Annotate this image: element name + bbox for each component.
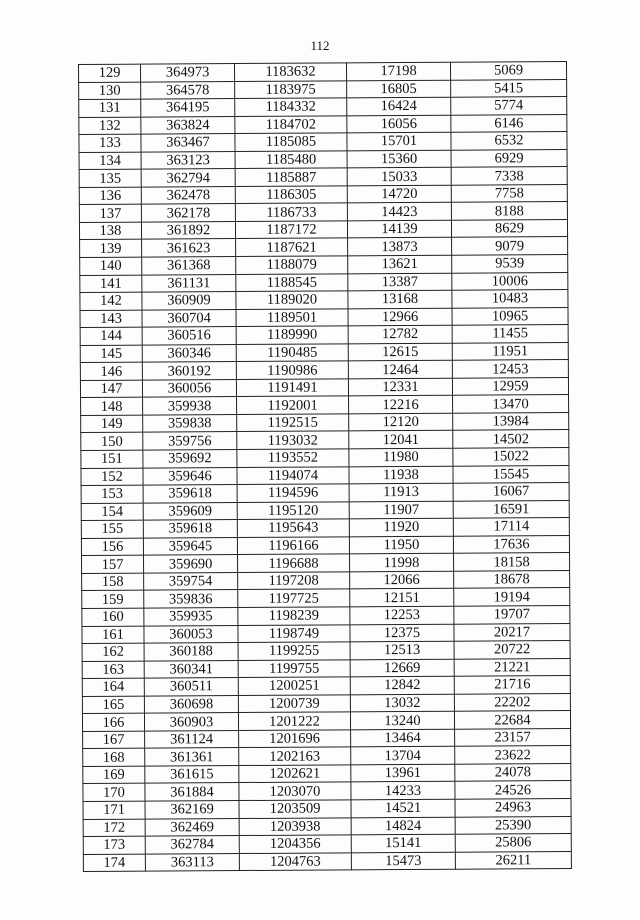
- value-a-cell: 360346: [142, 344, 236, 362]
- value-b-cell: 1187621: [236, 238, 348, 256]
- value-a-cell: 363123: [141, 151, 235, 169]
- row-index-cell: 171: [83, 801, 145, 819]
- value-a-cell: 364578: [141, 81, 235, 99]
- row-index-cell: 170: [83, 784, 145, 802]
- value-b-cell: 1197725: [238, 589, 350, 607]
- value-d-cell: 20217: [454, 623, 570, 641]
- value-d-cell: 19707: [454, 605, 570, 623]
- value-a-cell: 359646: [143, 467, 237, 485]
- value-b-cell: 1195643: [237, 519, 349, 537]
- value-c-cell: 12513: [350, 641, 454, 659]
- value-d-cell: 15545: [453, 465, 569, 483]
- value-b-cell: 1201222: [238, 712, 350, 730]
- value-c-cell: 11913: [349, 483, 453, 501]
- value-b-cell: 1202163: [239, 747, 351, 765]
- value-c-cell: 12120: [349, 413, 453, 431]
- value-c-cell: 12041: [349, 431, 453, 449]
- row-index-cell: 139: [80, 240, 142, 258]
- row-index-cell: 134: [79, 152, 141, 170]
- value-c-cell: 11998: [349, 554, 453, 572]
- value-d-cell: 11455: [452, 325, 568, 343]
- row-index-cell: 131: [79, 99, 141, 117]
- value-b-cell: 1185085: [235, 133, 347, 151]
- row-index-cell: 155: [81, 520, 143, 538]
- value-b-cell: 1198239: [238, 607, 350, 625]
- value-a-cell: 359938: [143, 397, 237, 415]
- value-b-cell: 1184332: [235, 98, 347, 116]
- value-c-cell: 14824: [351, 817, 455, 835]
- row-index-cell: 168: [83, 748, 145, 766]
- row-index-cell: 135: [79, 169, 141, 187]
- value-a-cell: 360341: [144, 660, 238, 678]
- value-b-cell: 1200739: [238, 695, 350, 713]
- row-index-cell: 162: [82, 643, 144, 661]
- value-c-cell: 12842: [350, 676, 454, 694]
- row-index-cell: 142: [80, 292, 142, 310]
- value-a-cell: 360909: [142, 292, 236, 310]
- value-c-cell: 13961: [351, 764, 455, 782]
- value-b-cell: 1188545: [236, 273, 348, 291]
- value-a-cell: 361131: [142, 274, 236, 292]
- value-a-cell: 363824: [141, 116, 235, 134]
- value-a-cell: 359935: [144, 607, 238, 625]
- row-index-cell: 152: [81, 468, 143, 486]
- row-index-cell: 159: [82, 591, 144, 609]
- value-a-cell: 362784: [145, 836, 239, 854]
- row-index-cell: 146: [80, 362, 142, 380]
- table-body: [79, 62, 572, 872]
- row-index-cell: 147: [80, 380, 142, 398]
- row-index-cell: 166: [82, 713, 144, 731]
- value-b-cell: 1198749: [238, 624, 350, 642]
- value-c-cell: 12216: [349, 396, 453, 414]
- row-index-cell: 132: [79, 117, 141, 135]
- value-c-cell: 11920: [349, 518, 453, 536]
- value-c-cell: 13032: [350, 694, 454, 712]
- value-b-cell: 1186305: [235, 186, 347, 204]
- value-c-cell: 15141: [351, 834, 455, 852]
- value-d-cell: 23157: [455, 728, 571, 746]
- data-table: [78, 61, 572, 872]
- value-a-cell: 361124: [145, 730, 239, 748]
- value-a-cell: 359756: [143, 432, 237, 450]
- value-d-cell: 22684: [454, 711, 570, 729]
- row-index-cell: 172: [83, 819, 145, 837]
- value-c-cell: 13168: [348, 290, 452, 308]
- row-index-cell: 156: [81, 538, 143, 556]
- row-index-cell: 141: [80, 275, 142, 293]
- value-c-cell: 15473: [351, 852, 455, 870]
- value-c-cell: 11938: [349, 466, 453, 484]
- value-c-cell: 14233: [351, 782, 455, 800]
- value-c-cell: 12375: [350, 624, 454, 642]
- value-d-cell: 15022: [453, 448, 569, 466]
- row-index-cell: 140: [80, 257, 142, 275]
- value-c-cell: 17198: [346, 62, 450, 80]
- value-b-cell: 1190986: [236, 361, 348, 379]
- value-a-cell: 359838: [143, 414, 237, 432]
- value-c-cell: 12464: [348, 361, 452, 379]
- value-a-cell: 361368: [142, 257, 236, 275]
- value-b-cell: 1189020: [236, 291, 348, 309]
- row-index-cell: 143: [80, 310, 142, 328]
- value-a-cell: 364195: [141, 99, 235, 117]
- value-b-cell: 1195120: [237, 502, 349, 520]
- value-b-cell: 1204763: [239, 852, 351, 870]
- value-d-cell: 9539: [452, 255, 568, 273]
- row-index-cell: 173: [83, 836, 145, 854]
- value-c-cell: 12782: [348, 325, 452, 343]
- value-b-cell: 1204356: [239, 835, 351, 853]
- value-a-cell: 362178: [141, 204, 235, 222]
- value-b-cell: 1201696: [239, 730, 351, 748]
- value-a-cell: 359690: [144, 555, 238, 573]
- row-index-cell: 174: [83, 854, 145, 872]
- value-d-cell: 18678: [454, 570, 570, 588]
- value-b-cell: 1185480: [235, 151, 347, 169]
- value-d-cell: 10965: [452, 307, 568, 325]
- value-c-cell: 16056: [347, 115, 451, 133]
- value-d-cell: 18158: [453, 553, 569, 571]
- value-a-cell: 362478: [141, 186, 235, 204]
- value-a-cell: 363467: [141, 134, 235, 152]
- value-a-cell: 359618: [143, 520, 237, 538]
- value-c-cell: 12066: [350, 571, 454, 589]
- value-c-cell: 14521: [351, 799, 455, 817]
- value-b-cell: 1192515: [237, 414, 349, 432]
- value-c-cell: 12615: [348, 343, 452, 361]
- value-a-cell: 360188: [144, 643, 238, 661]
- value-d-cell: 25806: [455, 834, 571, 852]
- row-index-cell: 157: [82, 555, 144, 573]
- row-index-cell: 138: [79, 222, 141, 240]
- row-index-cell: 165: [82, 696, 144, 714]
- value-c-cell: 15033: [347, 168, 451, 186]
- row-index-cell: 158: [82, 573, 144, 591]
- row-index-cell: 163: [82, 661, 144, 679]
- value-a-cell: 360056: [142, 379, 236, 397]
- value-c-cell: 14423: [347, 203, 451, 221]
- value-d-cell: 11951: [452, 342, 568, 360]
- value-d-cell: 24078: [455, 763, 571, 781]
- value-d-cell: 5774: [451, 97, 567, 115]
- row-index-cell: 130: [79, 82, 141, 100]
- value-d-cell: 23622: [455, 746, 571, 764]
- value-d-cell: 8629: [451, 219, 567, 237]
- value-d-cell: 21716: [454, 676, 570, 694]
- row-index-cell: 137: [79, 204, 141, 222]
- value-a-cell: 362469: [145, 818, 239, 836]
- value-b-cell: 1203938: [239, 817, 351, 835]
- value-d-cell: 7758: [451, 184, 567, 202]
- value-c-cell: 14139: [347, 220, 451, 238]
- value-d-cell: 16067: [453, 483, 569, 501]
- value-d-cell: 14502: [453, 430, 569, 448]
- value-d-cell: 21221: [454, 658, 570, 676]
- row-index-cell: 169: [83, 766, 145, 784]
- value-c-cell: 13621: [348, 255, 452, 273]
- value-a-cell: 362169: [145, 800, 239, 818]
- value-d-cell: 24526: [455, 781, 571, 799]
- row-index-cell: 144: [80, 327, 142, 345]
- value-c-cell: 16805: [347, 80, 451, 98]
- value-c-cell: 13704: [351, 747, 455, 765]
- value-b-cell: 1193032: [237, 431, 349, 449]
- row-index-cell: 149: [81, 415, 143, 433]
- value-b-cell: 1199755: [238, 659, 350, 677]
- value-a-cell: 359754: [144, 572, 238, 590]
- value-c-cell: 12253: [350, 606, 454, 624]
- value-d-cell: 5415: [451, 79, 567, 97]
- value-c-cell: 16424: [347, 97, 451, 115]
- value-c-cell: 15360: [347, 150, 451, 168]
- value-a-cell: 359836: [144, 590, 238, 608]
- value-d-cell: 5069: [450, 62, 566, 80]
- value-d-cell: 10006: [452, 272, 568, 290]
- value-a-cell: 360053: [144, 625, 238, 643]
- value-b-cell: 1196688: [238, 554, 350, 572]
- value-a-cell: 359618: [143, 485, 237, 503]
- value-c-cell: 13240: [350, 711, 454, 729]
- value-d-cell: 6146: [451, 114, 567, 132]
- value-d-cell: 26211: [455, 851, 571, 869]
- value-d-cell: 13984: [453, 412, 569, 430]
- value-c-cell: 13387: [348, 273, 452, 291]
- value-b-cell: 1189501: [236, 309, 348, 327]
- value-c-cell: 12151: [350, 589, 454, 607]
- value-c-cell: 13873: [348, 238, 452, 256]
- value-b-cell: 1187172: [235, 221, 347, 239]
- row-index-cell: 129: [79, 64, 141, 82]
- value-b-cell: 1190485: [236, 344, 348, 362]
- value-c-cell: 11950: [349, 536, 453, 554]
- value-a-cell: 359645: [143, 537, 237, 555]
- value-d-cell: 25390: [455, 816, 571, 834]
- value-b-cell: 1184702: [235, 115, 347, 133]
- value-a-cell: 361884: [145, 783, 239, 801]
- value-a-cell: 359609: [143, 502, 237, 520]
- value-d-cell: 24963: [455, 798, 571, 816]
- value-c-cell: 13464: [351, 729, 455, 747]
- value-d-cell: 9079: [452, 237, 568, 255]
- value-b-cell: 1194596: [237, 484, 349, 502]
- value-d-cell: 16591: [453, 500, 569, 518]
- value-a-cell: 360698: [144, 695, 238, 713]
- value-b-cell: 1188079: [236, 256, 348, 274]
- value-d-cell: 7338: [451, 167, 567, 185]
- row-index-cell: 148: [81, 398, 143, 416]
- value-b-cell: 1202621: [239, 765, 351, 783]
- value-d-cell: 17114: [453, 518, 569, 536]
- value-c-cell: 11907: [349, 501, 453, 519]
- page-number: 112: [310, 38, 330, 53]
- value-d-cell: 19194: [454, 588, 570, 606]
- value-b-cell: 1183975: [235, 80, 347, 98]
- value-b-cell: 1203509: [239, 800, 351, 818]
- value-b-cell: 1197208: [238, 572, 350, 590]
- value-a-cell: 360704: [142, 309, 236, 327]
- value-c-cell: 15701: [347, 132, 451, 150]
- value-d-cell: 8188: [451, 202, 567, 220]
- value-b-cell: 1194074: [237, 466, 349, 484]
- value-a-cell: 360192: [142, 362, 236, 380]
- row-index-cell: 133: [79, 134, 141, 152]
- row-index-cell: 153: [81, 485, 143, 503]
- value-b-cell: 1185887: [235, 168, 347, 186]
- value-a-cell: 362794: [141, 169, 235, 187]
- value-d-cell: 10483: [452, 290, 568, 308]
- value-a-cell: 360516: [142, 327, 236, 345]
- value-a-cell: 361623: [142, 239, 236, 257]
- value-b-cell: 1186733: [235, 203, 347, 221]
- value-b-cell: 1199255: [238, 642, 350, 660]
- value-a-cell: 359692: [143, 450, 237, 468]
- row-index-cell: 151: [81, 450, 143, 468]
- value-b-cell: 1200251: [238, 677, 350, 695]
- value-b-cell: 1189990: [236, 326, 348, 344]
- row-index-cell: 150: [81, 433, 143, 451]
- value-d-cell: 12959: [452, 377, 568, 395]
- value-c-cell: 12331: [348, 378, 452, 396]
- row-index-cell: 164: [82, 678, 144, 696]
- value-a-cell: 364973: [141, 64, 235, 82]
- value-d-cell: 6532: [451, 132, 567, 150]
- value-c-cell: 11980: [349, 448, 453, 466]
- value-d-cell: 17636: [453, 535, 569, 553]
- table-row: [83, 851, 571, 872]
- value-d-cell: 20722: [454, 641, 570, 659]
- value-c-cell: 14720: [347, 185, 451, 203]
- row-index-cell: 154: [81, 503, 143, 521]
- value-c-cell: 12669: [350, 659, 454, 677]
- row-index-cell: 136: [79, 187, 141, 205]
- value-d-cell: 22202: [454, 693, 570, 711]
- value-a-cell: 361615: [145, 765, 239, 783]
- value-b-cell: 1192001: [237, 396, 349, 414]
- value-c-cell: 12966: [348, 308, 452, 326]
- value-a-cell: 361892: [141, 221, 235, 239]
- value-b-cell: 1183632: [235, 63, 347, 81]
- value-d-cell: 12453: [452, 360, 568, 378]
- value-a-cell: 360903: [144, 713, 238, 731]
- value-b-cell: 1196166: [237, 537, 349, 555]
- row-index-cell: 160: [82, 608, 144, 626]
- value-d-cell: 13470: [453, 395, 569, 413]
- row-index-cell: 167: [83, 731, 145, 749]
- value-b-cell: 1193552: [237, 449, 349, 467]
- value-b-cell: 1191491: [236, 379, 348, 397]
- value-b-cell: 1203070: [239, 782, 351, 800]
- value-a-cell: 360511: [144, 678, 238, 696]
- row-index-cell: 145: [80, 345, 142, 363]
- row-index-cell: 161: [82, 626, 144, 644]
- value-a-cell: 361361: [145, 748, 239, 766]
- value-a-cell: 363113: [145, 853, 239, 871]
- value-d-cell: 6929: [451, 149, 567, 167]
